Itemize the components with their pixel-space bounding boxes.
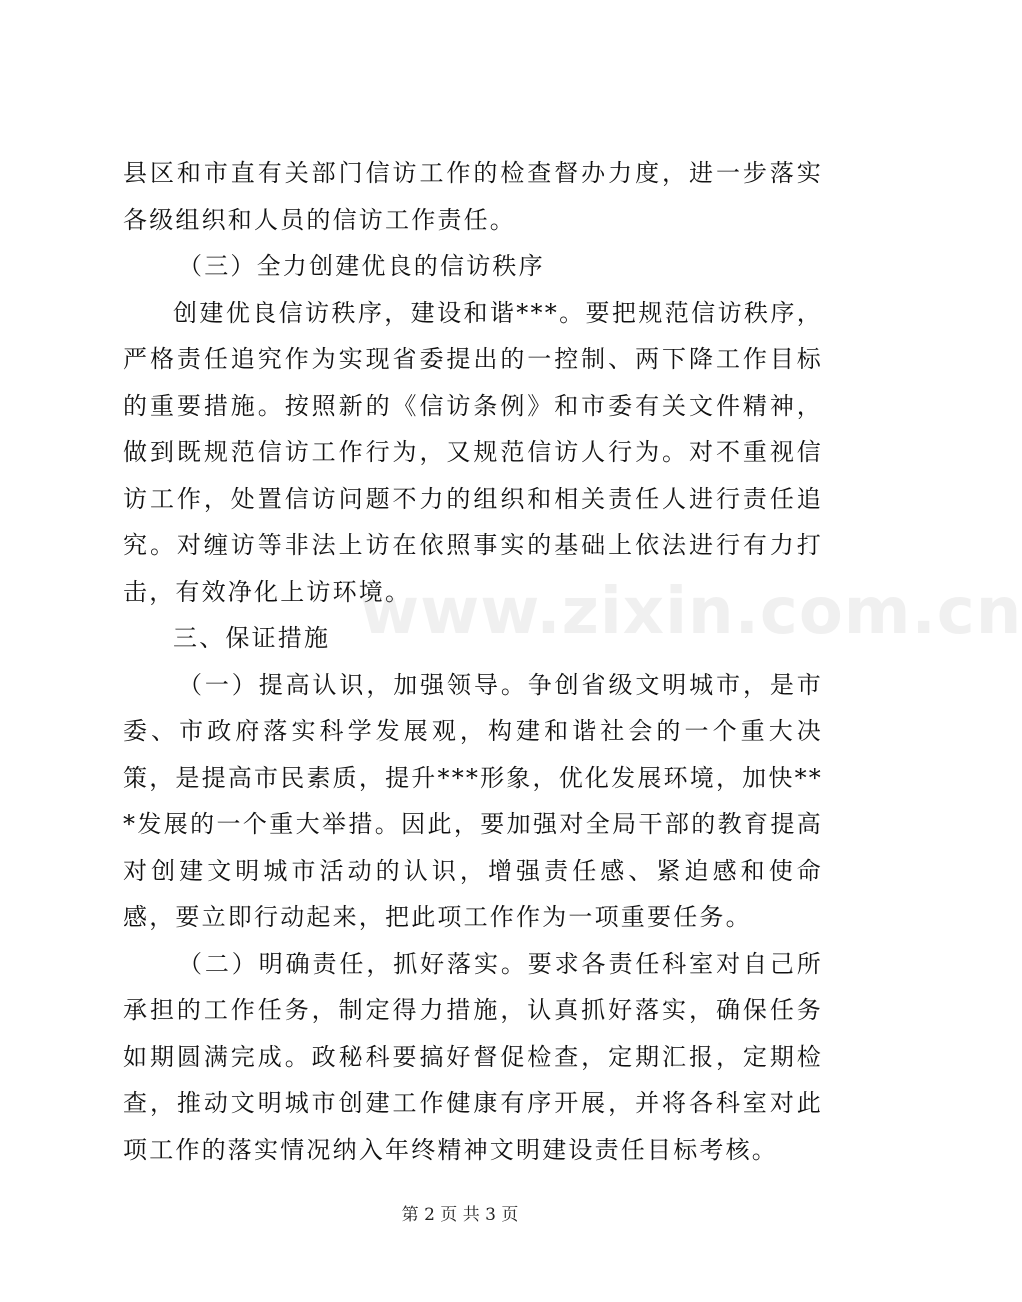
page-number-footer: 第 2 页 共 3 页 [401, 1205, 519, 1225]
paragraph-3: 创建优良信访秩序，建设和谐***。要把规范信访秩序，严格责任追究作为实现省委提出的一控制、两下降工作目标的重要措施。按照新的《信访条例》和市委有关文件精神，做到既规范信访工作行为，又规范信访人行为。对不重视信访工作，处置信访问题不力的组织和相关责任人进行责任追究。对缠访等非法上访在依照事实的基础上依法进行有力打击，有效净化上访环境。 [123, 298, 823, 606]
document-body [123, 150, 823, 1173]
paragraph-6: （二）明确责任，抓好落实。要求各责任科室对自己所承担的工作任务，制定得力措施，认真抓好落实，确保任务如期圆满完成。政秘科要搞好督促检查，定期汇报，定期检查，推动文明城市创建工作健康有序开展，并将各科室对此项工作的落实情况纳入年终精神文明建设责任目标考核。 [123, 949, 823, 1164]
watermark: www.zixin.com.cn [360, 575, 1022, 649]
paragraph-5: （一）提高认识，加强领导。争创省级文明城市，是市委、市政府落实科学发展观，构建和谐社会的一个重大决策，是提高市民素质，提升***形象，优化发展环境，加快***发展的一个重大举措。因此，要加强对全局干部的教育提高对创建文明城市活动的认识，增强责任感、紧迫感和使命感，要立即行动起来，把此项工作作为一项重要任务。 [123, 670, 823, 931]
paragraph-1: 县区和市直有关部门信访工作的检查督办力度，进一步落实各级组织和人员的信访工作责任。 [123, 159, 823, 234]
paragraph-4-heading: 三、保证措施 [173, 624, 331, 652]
paragraph-2-heading: （三）全力创建优良的信访秩序 [178, 252, 545, 280]
